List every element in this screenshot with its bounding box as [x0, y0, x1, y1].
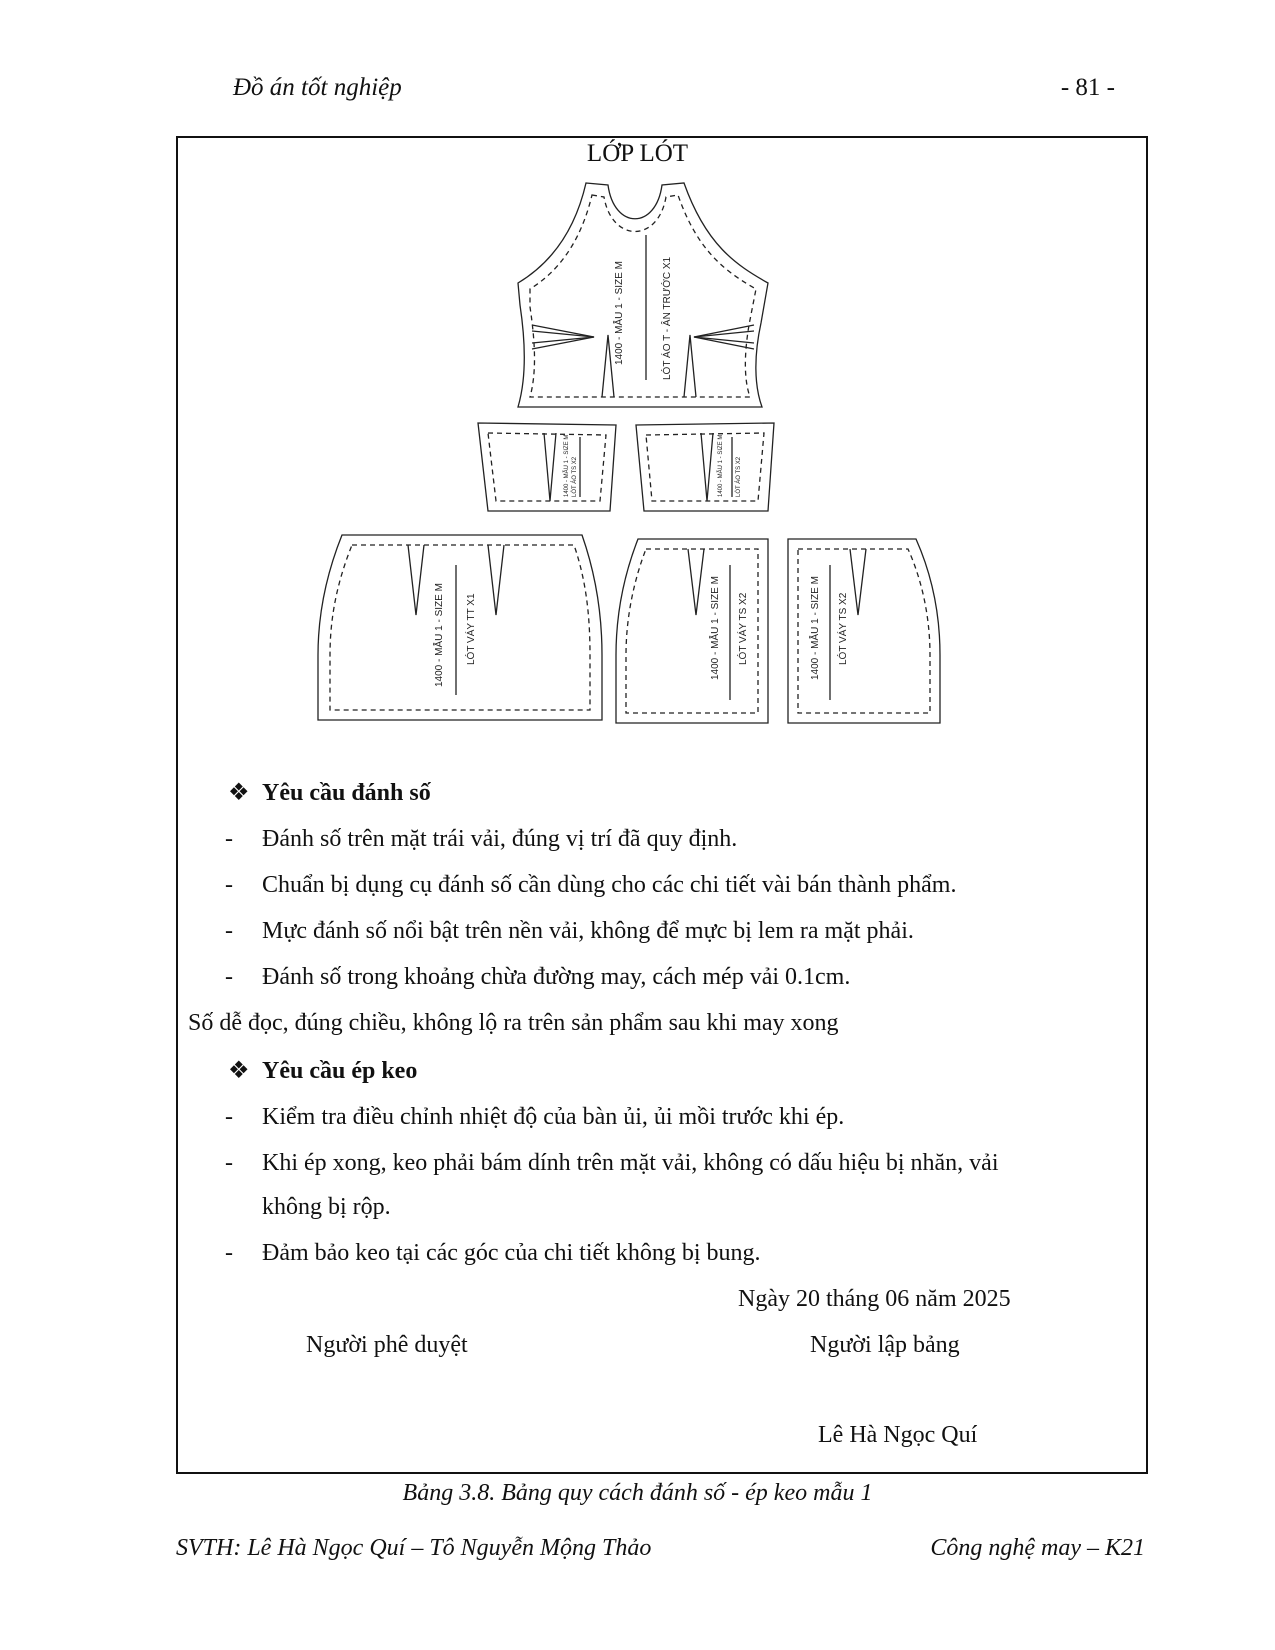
approver-label: Người phê duyệt [306, 1332, 468, 1358]
numbering-item: Chuẩn bị dụng cụ đánh số cần dùng cho các chi tiết vài bán thành phẩm. [262, 872, 957, 898]
skirt-front-pattern [318, 535, 602, 720]
preparer-name: Lê Hà Ngọc Quí [818, 1422, 978, 1448]
numbering-note: Số dễ đọc, đúng chiều, không lộ ra trên sản phẩm sau khi may xong [188, 1010, 839, 1036]
dash-bullet: - [225, 826, 233, 852]
skirt-front-label-2: LÓT VÁY TT X1 [466, 593, 477, 665]
diamond-bullet-icon: ❖ [228, 780, 250, 806]
numbering-heading [228, 778, 431, 807]
dash-bullet: - [225, 1150, 233, 1176]
back-right-label-2: LÓT ÁO TS X2 [736, 456, 742, 497]
back-bodice-left-pattern [478, 423, 616, 511]
skirt-back-1-label-1: 1400 - MẪU 1 - SIZE M [710, 576, 721, 680]
footer-program: Công nghệ may – K21 [930, 1535, 1145, 1561]
dash-bullet: - [225, 872, 233, 898]
skirt-back-1-label-2: LÓT VÁY TS X2 [738, 592, 749, 665]
skirt-front-label-1: 1400 - MẪU 1 - SIZE M [434, 583, 445, 687]
table-caption: Bảng 3.8. Bảng quy cách đánh số - ép keo mẫu 1 [402, 1480, 873, 1506]
dash-bullet: - [225, 964, 233, 990]
signature-date: Ngày 20 tháng 06 năm 2025 [738, 1286, 1011, 1312]
skirt-back-2-label-1: 1400 - MẪU 1 - SIZE M [810, 576, 821, 680]
glue-item-continued: không bị rộp. [262, 1194, 391, 1220]
glue-heading [228, 1056, 417, 1085]
dash-bullet: - [225, 1104, 233, 1130]
diamond-bullet-icon: ❖ [228, 1058, 250, 1084]
glue-item: Kiểm tra điều chỉnh nhiệt độ của bàn ủi, ủi mồi trước khi ép. [262, 1104, 845, 1130]
back-bodice-right-pattern [636, 423, 774, 511]
back-right-label-1: 1400 - MẪU 1 - SIZE M [718, 434, 724, 497]
back-left-label-1: 1400 - MẪU 1 - SIZE M [564, 434, 570, 497]
glue-heading-text: Yêu cầu ép keo [262, 1058, 418, 1084]
glue-item: Khi ép xong, keo phải bám dính trên mặt vải, không có dấu hiệu bị nhăn, vải [262, 1150, 999, 1176]
front-bodice-pattern [518, 183, 768, 407]
preparer-label: Người lập bảng [810, 1332, 960, 1358]
lining-patterns-drawing [176, 175, 976, 755]
dash-bullet: - [225, 1240, 233, 1266]
numbering-item: Mực đánh số nổi bật trên nền vải, không để mực bị lem ra mặt phải. [262, 918, 914, 944]
numbering-item: Đánh số trong khoảng chừa đường may, cách mép vải 0.1cm. [262, 964, 851, 990]
numbering-heading-text: Yêu cầu đánh số [262, 780, 431, 806]
page-number: - 81 - [1060, 74, 1115, 101]
document-header-title: Đồ án tốt nghiệp [233, 74, 402, 101]
skirt-back-2-label-2: LÓT VÁY TS X2 [838, 592, 849, 665]
front-bodice-label-2: LÓT ÁO T - ÂN TRƯỚC X1 [662, 256, 673, 380]
glue-item: Đảm bảo keo tại các góc của chi tiết không bị bung. [262, 1240, 761, 1266]
section-title: LỚP LÓT [586, 140, 689, 167]
front-bodice-label-1: 1400 - MẪU 1 - SIZE M [614, 261, 625, 365]
dash-bullet: - [225, 918, 233, 944]
back-left-label-2: LÓT ÁO TS X2 [572, 456, 578, 497]
numbering-item: Đánh số trên mặt trái vải, đúng vị trí đã quy định. [262, 826, 738, 852]
footer-authors: SVTH: Lê Hà Ngọc Quí – Tô Nguyễn Mộng Thảo [176, 1535, 652, 1561]
